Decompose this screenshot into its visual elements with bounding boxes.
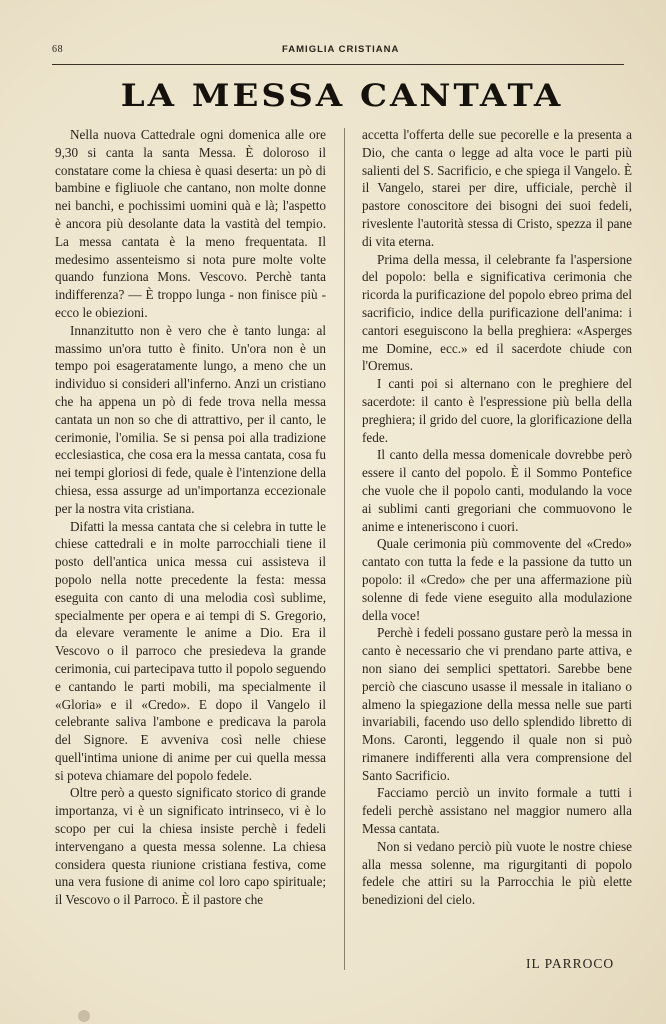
journal-name: FAMIGLIA CRISTIANA [282, 44, 400, 55]
paragraph: accetta l'offerta delle sue pecorelle e la presenta a Dio, che canta o legge ad alta voce le parti più salienti del S. Sacrificio, e che spiega il Vangelo. È il Vangelo, starei per dire, ufficiale, perchè il pastore conoscitore dei bisogni dei suoi fedeli, riveslente l'autorità stessa di Cristo, spezza il pane di vita eterna. [362, 127, 632, 249]
paragraph: Facciamo perciò un invito formale a tutti i fedeli perchè assistano nel maggior numero alla Messa cantata. [362, 785, 632, 837]
paragraph: Oltre però a questo significato storico di grande importanza, vi è un significato intrinseco, vi è lo scopo per cui la chiesa insiste perchè i fedeli intervengano a questa messa solenne. La chiesa considera questa riunione cristiana festiva, come una vera fusione di anime col loro capo spirituale; il Vescovo o il Parroco. È il pastore che [55, 785, 326, 908]
paragraph: Quale cerimonia più commovente del «Credo» cantato con tutta la fede e la passione da tutto un popolo: il «Credo» che per una affermazione più solenne di fede viene eseguito alla modulazione della voce! [362, 536, 632, 623]
paragraph: Innanzitutto non è vero che è tanto lunga: al massimo un'ora tutto è finito. Un'ora non è un tempo poi esageratamente lungo, a meno che un individuo si consideri all'inferno. Anzi un cristiano che ha appena un pò di fede trova nella messa cantata un non so che di attrattivo, per il canto, le cerimonie, l'omilia. Se si pensa poi alla tradizione ecclesiastica, che cosa era la messa cantata, cosa fu nei tempi gloriosi di fede, quale è l'intenzione della chiesa, essa assurge ad un'importanza eccezionale per la nostra vita cristiana. [55, 322, 326, 516]
paragraph: I canti poi si alternano con le preghiere del sacerdote: il canto è l'espressione più bella della preghiera; il grido del cuore, la glorificazione della fede. [362, 376, 632, 445]
article-title: LA MESSA CANTATA [120, 77, 564, 115]
page-number: 68 [52, 44, 64, 55]
article-signature: IL PARROCO [526, 956, 615, 971]
paper-stain [78, 1010, 90, 1022]
paragraph: Nella nuova Cattedrale ogni domenica alle ore 9,30 si canta la santa Messa. È doloroso il constatare come la chiesa è quasi deserta: un pò di bambine e figliuole che cantano, non molte donne nei banchi, e pochissimi uomini quà e là; l'aspetto è ancora più desolante data la vastità del tempio. La messa cantata è la meno frequentata. Il medesimo assenteismo si nota pure molte volte quando funziona Mons. Vescovo. Perchè tanta indifferenza? — È troppo lunga - non finisce più - ecco le obiezioni. [55, 127, 326, 320]
paragraph: Prima della messa, il celebrante fa l'aspersione del popolo: bella e significativa cerimonia che ricorda la purificazione del popolo ebreo prima del sacrificio, indice della purificazione dell'anima: i cantori eseguiscono la bella preghiera: «Asperges me Domine, ecc.» ed il sacerdote chiude con l'Oremus. [362, 251, 632, 374]
running-header [52, 44, 622, 58]
right-column [362, 126, 632, 909]
paragraph: Non si vedano perciò più vuote le nostre chiese alla messa solenne, ma rigurgitanti di popolo fedele che attiri su la Parrocchia le più elette benedizioni del cielo. [362, 838, 632, 908]
paragraph: Perchè i fedeli possano gustare però la messa in canto è necessario che vi prendano parte attiva, e non siano dei semplici spettatori. Sarebbe bene perciò che ciascuno usasse il messale in italiano o almeno la spiegazione della messa nelle sue parti invariabili, facendo uso dello splendido libretto di Mons. Caronti, leggendo il quale non si può rimanere indifferenti alla vera comprensione del Santo Sacrificio. [362, 625, 632, 783]
paragraph: Difatti la messa cantata che si celebra in tutte le chiese cattedrali e in molte parrocchiali tiene il posto dell'antica unica messa cui assisteva il popolo nella notte precedente la festa: messa eseguita con canto di una melodia così sublime, specialmente per opera e ai tempi di S. Gregorio, da elevare veramente le anime a Dio. Era il Vescovo o il parroco che presiedeva la grande cerimonia, cui partecipava tutto il popolo seguendo e cantando le parti mobili, ma specialmente il «Gloria» e il «Credo». E dopo il Vangelo il celebrante saliva l'ambone e predicava la parola del Signore. E avveniva così nelle chiese quell'intima unione di anime per cui quella messa si poteva chiamare del popolo fedele. [55, 518, 326, 783]
left-column [55, 126, 326, 909]
paragraph: Il canto della messa domenicale dovrebbe però essere il canto del popolo. È il Sommo Pontefice che vuole che il popolo canti, modulando la voce ai sublimi canti gregoriani che commuovono le anime e inteneriscono i cuori. [362, 447, 632, 534]
column-divider [344, 128, 345, 970]
header-rule [52, 64, 624, 65]
